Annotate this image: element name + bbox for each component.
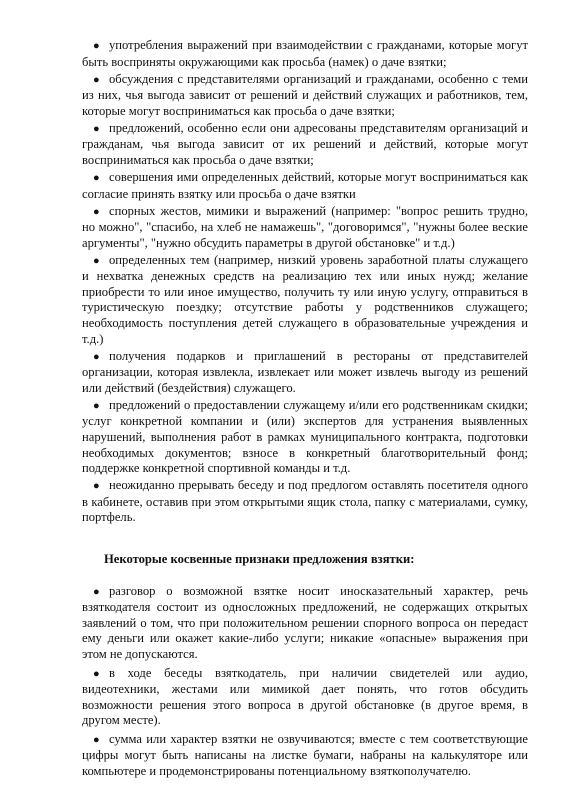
list-item: ● обсуждения с представителями организаций и гражданами, особенно с теми из них, чья выгода зависит от решений и действий служащих и работников, тем, которые могут восприниматься как просьба о даче взятки;	[82, 71, 528, 118]
list-item: ● в ходе беседы взяткодатель, при наличии свидетелей или аудио, видеотехники, жестами или мимикой дает понять, что готов обсудить возможности решения этого вопроса в другой обстановке (в другое время, в другом месте).	[82, 665, 528, 728]
document-page	[82, 38, 528, 783]
list-item: ● получения подарков и приглашений в рестораны от представителей организации, которая извлекла, извлекает или может извлечь выгоду из решений или действий (бездействия) служащего.	[82, 348, 528, 395]
list-item: ● совершения ими определенных действий, которые могут восприниматься как согласие принять взятку или просьба о даче взятки	[82, 169, 528, 201]
list-item: ● определенных тем (например, низкий уровень заработной платы служащего и нехватка денежных средств на реализацию тех или иных нужд; желание приобрести то или иное имущество, получить ту или иную услугу, отправиться в туристическую поездку; отсутствие работы у родственников служащего; необходимость поступления детей служащего в образовательные учреждения и т.д.)	[82, 252, 528, 346]
bullet-icon: ●	[93, 40, 100, 52]
list-item: ● сумма или характер взятки не озвучиваются; вместе с тем соответствующие цифры могут быть написаны на листке бумаги, набраны на калькуляторе или компьютере и продемонстрированы потенциальному взяткополучателю.	[82, 731, 528, 779]
list-item: ● предложений, особенно если они адресованы представителям организаций и гражданам, чья выгода зависит от их решений и действий, которые могут восприниматься как просьба о даче взятки;	[82, 120, 528, 167]
list-item: ● употребления выражений при взаимодействии с гражданами, которые могут быть восприняты окружающими как просьба (намек) о даче взятки;	[82, 38, 528, 69]
list-item: ● неожиданно прерывать беседу и под предлогом оставлять посетителя одного в кабинете, оставив при этом открытыми ящик стола, папку с материалами, сумку, портфель.	[82, 478, 528, 525]
bullet-icon: ●	[93, 171, 100, 184]
bullet-icon: ●	[93, 667, 100, 680]
bullet-icon: ●	[93, 585, 100, 598]
direct-signs-list	[82, 38, 528, 526]
bullet-icon: ●	[93, 205, 100, 218]
bullet-icon: ●	[93, 480, 100, 493]
list-item: ● разговор о возможной взятке носит иносказательный характер, речь взяткодателя состоит из односложных предложений, не содержащих открытых заявлений о том, что при положительном решении спорного вопроса он передаст ему деньги или окажет какие-либо услуги; никакие «опасные» выражения при этом не допускаются.	[82, 583, 528, 661]
section-heading: Некоторые косвенные признаки предложения взятки:	[104, 551, 415, 566]
bullet-icon: ●	[93, 350, 100, 363]
list-item: ● спорных жестов, мимики и выражений (например: "вопрос решить трудно, но можно", "спасибо, на хлеб не намажешь", "договоримся", "нужны более веские аргументы", "нужно обсудить параметры в другой обстановке" и т.д.)	[82, 203, 528, 250]
bullet-icon: ●	[93, 399, 100, 412]
bullet-icon: ●	[93, 733, 100, 746]
bullet-icon: ●	[93, 73, 100, 86]
bullet-icon: ●	[93, 122, 100, 135]
bullet-icon: ●	[93, 254, 100, 267]
list-item: ● предложений о предоставлении служащему и/или его родственникам скидки; услуг конкретной компании и (или) экспертов для устранения выявленных нарушений, выполнения работ в рамках муниципального контракта, подготовки необходимых документов; взносе в конкретный благотворительный фонд; поддержке конкретной спортивной команды и т.д.	[82, 397, 528, 476]
indirect-signs-list	[82, 584, 528, 780]
